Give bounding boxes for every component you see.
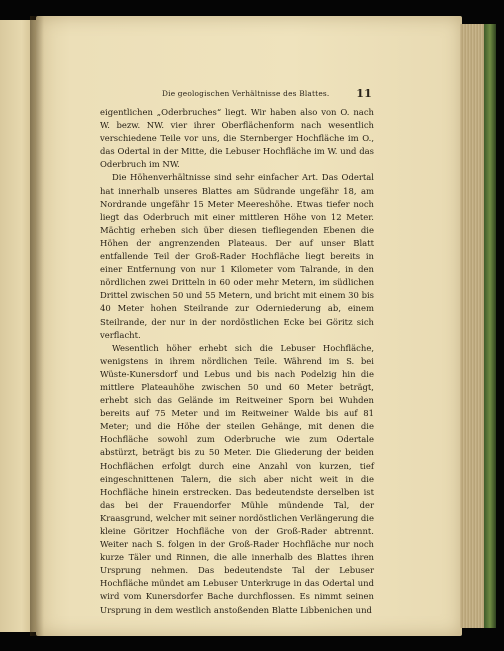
- body-text: [100, 106, 374, 617]
- paragraph-lebuser-hochflaeche: Wesentlich höher erhebt sich die Lebuser Hochfläche, wenigstens in ihrem nördlichen Teile. Während im S. bei Wüste-Kunersdorf und Lebus und bis nach Podelzig hin die mittlere Plateauhöhe zwischen 50 und 60 Meter beträgt, erhebt sich das Gelände im Reitweiner Sporn bei Wuhden bereits auf 75 Meter und im Reitweiner Walde bis auf 81 Meter; und die Höhe der steilen Gehänge, mit denen die Hochfläche sowohl zum Oderbruche wie zum Odertale abstürzt, beträgt bis zu 50 Meter. Die Gliederung der beiden Hochflächen erfolgt durch eine Anzahl von kurzen, tief eingeschnittenen Talern, die sich aber nicht weit in die Hochfläche hinein erstrecken. Das bedeutendste derselben ist das bei der Frauendorfer Mühle mündende Tal, der Kraasgrund, welcher mit seiner nordöstlichen Verlängerung die kleine Göritzer Hochfläche von der Groß-Rader abtrennt. Weiter nach S. folgen in der Groß-Rader Hochfläche nur noch kurze Täler und Rinnen, die alle innerhalb des Blattes ihren Ursprung nehmen. Das bedeutendste Tal der Lebuser Hochfläche mündet am Lebuser Unterkruge in das Odertal und wird vom Kunersdorfer Bache durchflossen. Es nimmt seinen Ursprung in dem westlich anstoßenden Blatte Libbenichen und: [100, 342, 374, 615]
- spine-shadow: [30, 16, 44, 636]
- paragraph-continuation: eigentlichen „Oderbruches“ liegt. Wir haben also von O. nach W. bezw. NW. vier ihrer Oberflächenform nach wesentlich verschiedene Teile vor uns, die Sternberger Hochfläche im O., das Odertal in der Mitte, die Lebuser Hochfläche im W. und das Oderbruch im NW.: [100, 107, 374, 170]
- running-title: Die geologischen Verhältnisse des Blattes.: [162, 89, 330, 98]
- paragraph-hoehenverhaeltnisse: Die Höhenverhältnisse sind sehr einfacher Art. Das Odertal hat innerhalb unseres Blattes am Südrande ungefähr 18, am Nordrande ungefähr 15 Meter Meereshöhe. Etwas tiefer noch liegt das Oderbruch mit einer mittleren Höhe von 12 Meter. Mächtig erheben sich über diesen tiefliegenden Ebenen die Höhen der angrenzenden Plateaus. Der auf unser Blatt entfallende Teil der Groß-Rader Hochfläche liegt bereits in einer Entfernung von nur 1 Kilometer vom Talrande, in den nördlichen zwei Dritteln in 60 oder mehr Metern, im südlichen Drittel zwischen 50 und 55 Metern, und bricht mit einem 30 bis 40 Meter hohen Steilrande zur Oderniederung ab, einem Steilrande, der nur in der nordöstlichen Ecke bei Göritz sich verflacht.: [100, 172, 374, 340]
- page-number: 11: [356, 87, 372, 100]
- cover-edge: [484, 24, 496, 628]
- running-header: [100, 88, 372, 102]
